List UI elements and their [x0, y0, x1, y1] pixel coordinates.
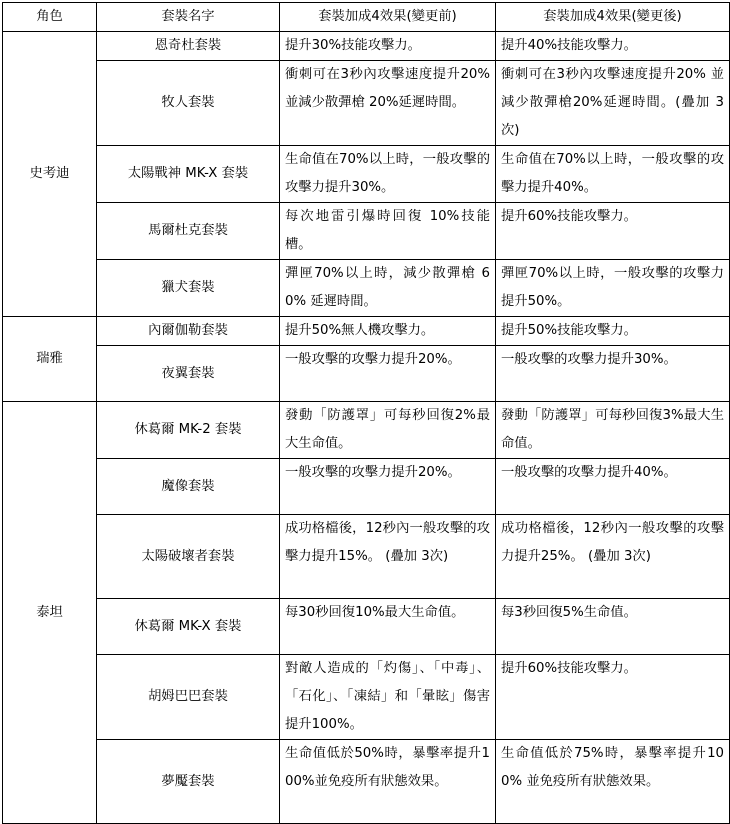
effect-after-cell: 一般攻擊的攻擊力提升40%。 — [496, 459, 730, 515]
table-row — [3, 203, 730, 260]
effect-after-cell: 提升40%技能攻擊力。 — [496, 32, 730, 61]
table-row — [3, 61, 730, 146]
set-name-cell: 夢魘套裝 — [97, 740, 280, 824]
table-row — [3, 260, 730, 317]
header-effect-before: 套裝加成4效果(變更前) — [280, 3, 496, 32]
effect-before-cell: 提升30%技能攻擊力。 — [280, 32, 496, 61]
role-cell-scotty: 史考迪 — [3, 32, 97, 317]
effect-before-cell: 一般攻擊的攻擊力提升20%。 — [280, 459, 496, 515]
effect-before-cell: 提升50%無人機攻擊力。 — [280, 317, 496, 346]
role-cell-ria: 瑞雅 — [3, 317, 97, 402]
table-row — [3, 32, 730, 61]
effect-after-cell: 提升60%技能攻擊力。 — [496, 655, 730, 740]
effect-after-cell: 彈匣70%以上時，一般攻擊的攻擊力提升50%。 — [496, 260, 730, 317]
table-row — [3, 740, 730, 824]
effect-after-cell: 提升50%技能攻擊力。 — [496, 317, 730, 346]
header-effect-after: 套裝加成4效果(變更後) — [496, 3, 730, 32]
effect-before-cell: 成功格檔後，12秒內一般攻擊的攻擊力提升15%。 (疊加 3次) — [280, 515, 496, 599]
effect-before-cell: 生命值在70%以上時，一般攻擊的攻擊力提升30%。 — [280, 146, 496, 203]
set-name-cell: 魔像套裝 — [97, 459, 280, 515]
effect-before-cell: 生命值低於50%時，暴擊率提升100%並免疫所有狀態效果。 — [280, 740, 496, 824]
effect-before-cell: 衝刺可在3秒內攻擊速度提升20% 並減少散彈槍 20%延遲時間。 — [280, 61, 496, 146]
table-row — [3, 599, 730, 655]
header-set-name: 套裝名字 — [97, 3, 280, 32]
effect-after-cell: 發動「防護罩」可每秒回復3%最大生命值。 — [496, 402, 730, 459]
table-row — [3, 515, 730, 599]
table-row — [3, 317, 730, 346]
effect-before-cell: 對敵人造成的「灼傷」、「中毒」、「石化」、「凍結」和「暈眩」傷害提升100%。 — [280, 655, 496, 740]
header-role: 角色 — [3, 3, 97, 32]
table-row — [3, 459, 730, 515]
set-name-cell: 馬爾杜克套裝 — [97, 203, 280, 260]
role-cell-titan: 泰坦 — [3, 402, 97, 824]
set-name-cell: 休葛爾 MK-X 套裝 — [97, 599, 280, 655]
set-effects-table — [2, 2, 730, 824]
table-row — [3, 655, 730, 740]
set-name-cell: 夜翼套裝 — [97, 346, 280, 402]
effect-before-cell: 彈匣70%以上時，減少散彈槍 60% 延遲時間。 — [280, 260, 496, 317]
effect-after-cell: 生命值在70%以上時，一般攻擊的攻擊力提升40%。 — [496, 146, 730, 203]
set-name-cell: 內爾伽勒套裝 — [97, 317, 280, 346]
effect-before-cell: 發動「防護罩」可每秒回復2%最大生命值。 — [280, 402, 496, 459]
set-name-cell: 恩奇杜套裝 — [97, 32, 280, 61]
set-name-cell: 獵犬套裝 — [97, 260, 280, 317]
set-name-cell: 休葛爾 MK-2 套裝 — [97, 402, 280, 459]
effect-before-cell: 每30秒回復10%最大生命值。 — [280, 599, 496, 655]
set-name-cell: 牧人套裝 — [97, 61, 280, 146]
effect-after-cell: 每3秒回復5%生命值。 — [496, 599, 730, 655]
effect-before-cell: 一般攻擊的攻擊力提升20%。 — [280, 346, 496, 402]
effect-after-cell: 生命值低於75%時，暴擊率提升100% 並免疫所有狀態效果。 — [496, 740, 730, 824]
effect-after-cell: 衝刺可在3秒內攻擊速度提升20% 並減少散彈槍20%延遲時間。(疊加 3次) — [496, 61, 730, 146]
table-row — [3, 146, 730, 203]
table-row — [3, 402, 730, 459]
effect-after-cell: 提升60%技能攻擊力。 — [496, 203, 730, 260]
set-name-cell: 太陽破壞者套裝 — [97, 515, 280, 599]
header-row — [3, 3, 730, 32]
effect-after-cell: 一般攻擊的攻擊力提升30%。 — [496, 346, 730, 402]
effect-before-cell: 每次地雷引爆時回復 10%技能槽。 — [280, 203, 496, 260]
set-name-cell: 太陽戰神 MK-X 套裝 — [97, 146, 280, 203]
table-row — [3, 346, 730, 402]
effect-after-cell: 成功格檔後，12秒內一般攻擊的攻擊力提升25%。 (疊加 3次) — [496, 515, 730, 599]
set-name-cell: 胡姆巴巴套裝 — [97, 655, 280, 740]
